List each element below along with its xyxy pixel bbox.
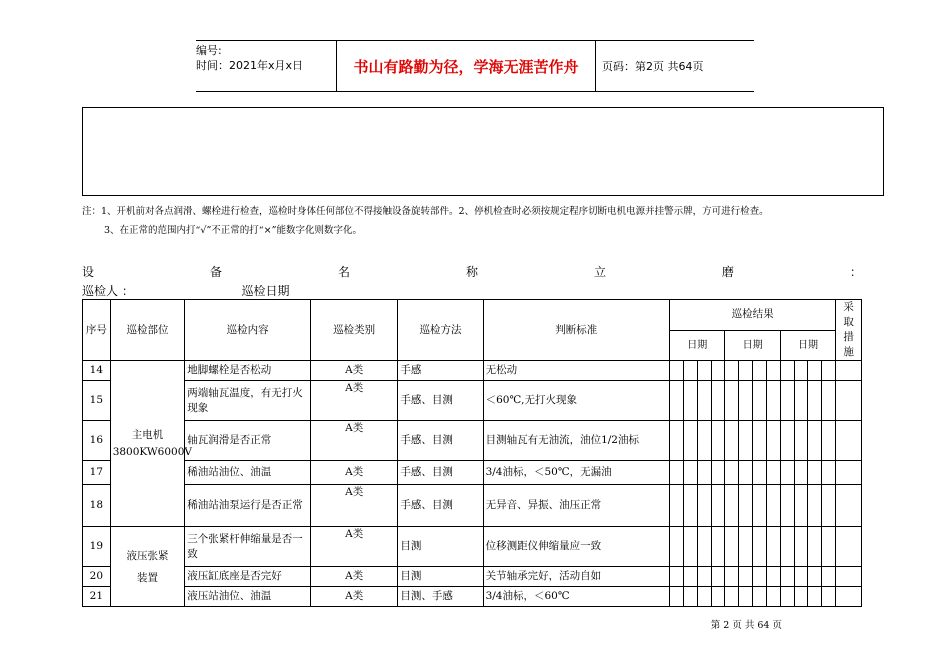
cell-category: A类 xyxy=(310,567,397,587)
cell-category: A类 xyxy=(310,485,397,527)
cell-method: 手感、目测 xyxy=(398,421,483,461)
cell-seq: 17 xyxy=(83,461,111,485)
cell-category: A类 xyxy=(310,527,397,567)
header-method: 巡检方法 xyxy=(398,300,483,361)
table-row xyxy=(83,461,862,485)
cell-content: 稀油站油位、油温 xyxy=(185,461,311,485)
device-char: 备 xyxy=(209,265,222,279)
cell-seq: 18 xyxy=(83,485,111,527)
cell-method: 目测 xyxy=(398,527,483,567)
cell-method: 手感 xyxy=(398,361,483,381)
header-measure: 采取措施 xyxy=(836,300,862,361)
inspection-date-label: 巡检日期 xyxy=(241,284,290,298)
cell-content: 三个张紧杆伸缩量是否一致 xyxy=(185,527,311,567)
header-result: 巡检结果 xyxy=(670,300,836,331)
cell-content: 两端轴瓦温度，有无打火现象 xyxy=(185,381,311,421)
cell-part: 主电机3800KW6000V xyxy=(110,361,185,527)
header-standard: 判断标准 xyxy=(483,300,669,361)
cell-standard: ＜60℃,无打火现象 xyxy=(483,381,669,421)
page-header xyxy=(196,40,754,92)
cell-method: 目测、手感 xyxy=(398,587,483,607)
number-label: 编号: xyxy=(196,44,222,57)
cell-category: A类 xyxy=(310,461,397,485)
device-char: 名 xyxy=(337,265,350,279)
cell-standard: 目测轴瓦有无油流，油位1/2油标 xyxy=(483,421,669,461)
cell-seq: 20 xyxy=(83,567,111,587)
time-label: 时间：2021年x月x日 xyxy=(196,59,304,72)
header-date: 日期 xyxy=(670,330,725,361)
cell-seq: 15 xyxy=(83,381,111,421)
header-meta xyxy=(196,41,336,91)
inspector-label: 巡检人 ： xyxy=(82,284,134,298)
table-row xyxy=(83,421,862,461)
note-line-2: 3、在正常的范围内打“√”不正常的打“×”能数字化则数字化。 xyxy=(104,225,362,236)
cell-content: 轴瓦润滑是否正常 xyxy=(185,421,311,461)
inspector-line xyxy=(82,282,862,299)
cell-standard: 3/4油标，＜50℃，无漏油 xyxy=(483,461,669,485)
blank-frame xyxy=(82,107,884,196)
page-footer: 第 2 页 共 64 页 xyxy=(710,620,782,631)
page-code: 页码：第2页 共64页 xyxy=(602,60,704,73)
cell-standard: 无松动 xyxy=(483,361,669,381)
cell-category: A类 xyxy=(310,361,397,381)
header-seq: 序号 xyxy=(83,300,111,361)
cell-method: 目测 xyxy=(398,567,483,587)
cell-content: 稀油站油泵运行是否正常 xyxy=(185,485,311,527)
table-row xyxy=(83,527,862,567)
cell-category: A类 xyxy=(310,381,397,421)
cell-standard: 无异音、异振、油压正常 xyxy=(483,485,669,527)
note-line-1: 注：1、开机前对各点润滑、螺栓进行检查，巡检时身体任何部位不得接触设备旋转部件。2、停机检查时必须按规定程序切断电机电源并挂警示牌，方可进行检查。 xyxy=(82,206,769,217)
table-row xyxy=(83,567,862,587)
cell-content: 液压站油位、油温 xyxy=(185,587,311,607)
table-row xyxy=(83,587,862,607)
table-row xyxy=(83,381,862,421)
table-row xyxy=(83,361,862,381)
cell-method: 手感、目测 xyxy=(398,381,483,421)
cell-standard: 位移测距仪伸缩量应一致 xyxy=(483,527,669,567)
header-date: 日期 xyxy=(780,330,836,361)
cell-standard: 关节轴承完好，活动自如 xyxy=(483,567,669,587)
cell-method: 手感、目测 xyxy=(398,485,483,527)
cell-seq: 14 xyxy=(83,361,111,381)
cell-part: 液压张紧装置 xyxy=(110,527,185,607)
device-char: ： xyxy=(849,265,862,279)
device-char: 磨 xyxy=(721,265,734,279)
device-char: 称 xyxy=(465,265,478,279)
header-part: 巡检部位 xyxy=(110,300,185,361)
cell-seq: 16 xyxy=(83,421,111,461)
header-category: 巡检类别 xyxy=(310,300,397,361)
header-content: 巡检内容 xyxy=(185,300,311,361)
cell-seq: 19 xyxy=(83,527,111,567)
device-char: 设 xyxy=(82,265,95,279)
cell-content: 地脚螺栓是否松动 xyxy=(185,361,311,381)
device-char: 立 xyxy=(593,265,606,279)
cell-seq: 21 xyxy=(83,587,111,607)
header-date: 日期 xyxy=(725,330,780,361)
device-name-line xyxy=(82,263,862,280)
cell-method: 手感、目测 xyxy=(398,461,483,485)
inspection-table xyxy=(82,299,862,607)
cell-standard: 3/4油标，＜60℃ xyxy=(483,587,669,607)
slogan: 书山有路勤为径，学海无涯苦作舟 xyxy=(336,41,596,91)
table-row xyxy=(83,485,862,527)
cell-category: A类 xyxy=(310,587,397,607)
cell-content: 液压缸底座是否完好 xyxy=(185,567,311,587)
cell-category: A类 xyxy=(310,421,397,461)
